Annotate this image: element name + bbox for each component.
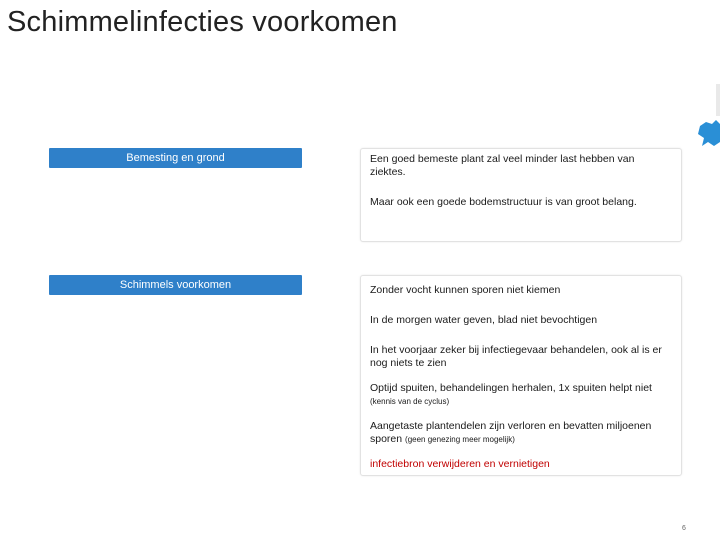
section-label-bemesting: Bemesting en grond [49,148,302,168]
list-item: In het voorjaar zeker bij infectiegevaar behandelen, ook al is er nog niets te zien [370,344,662,369]
section-label-schimmels: Schimmels voorkomen [49,275,302,295]
card-schimmels [360,275,682,476]
list-item: Zonder vocht kunnen sporen niet kiemen [370,284,561,296]
list-item-main: Optijd spuiten, behandelingen herhalen, 1x spuiten helpt niet [370,382,652,394]
list-item-main: Aangetaste plantendelen zijn verloren en bevatten miljoenen sporen [370,420,652,445]
list-item [370,420,671,446]
page-number: 6 [682,525,686,532]
list-item: In de morgen water geven, blad niet bevochtigen [370,314,598,326]
decorative-edge-bar [716,84,720,116]
card-bemesting [360,148,682,242]
decorative-blue-star [698,120,720,146]
list-item [370,382,671,408]
list-item-note: (kennis van de cyclus) [370,397,450,406]
card-text-line: Maar ook een goede bodemstructuur is van groot belang. [370,196,637,208]
decorative-corner-shape [692,80,720,160]
list-item-highlight: infectiebron verwijderen en vernietigen [370,458,550,470]
slide-title: Schimmelinfecties voorkomen [7,6,398,38]
card-text-line: Een goed bemeste plant zal veel minder last hebben van ziektes. [370,153,635,178]
list-item-note: (geen genezing meer mogelijk) [405,435,515,444]
